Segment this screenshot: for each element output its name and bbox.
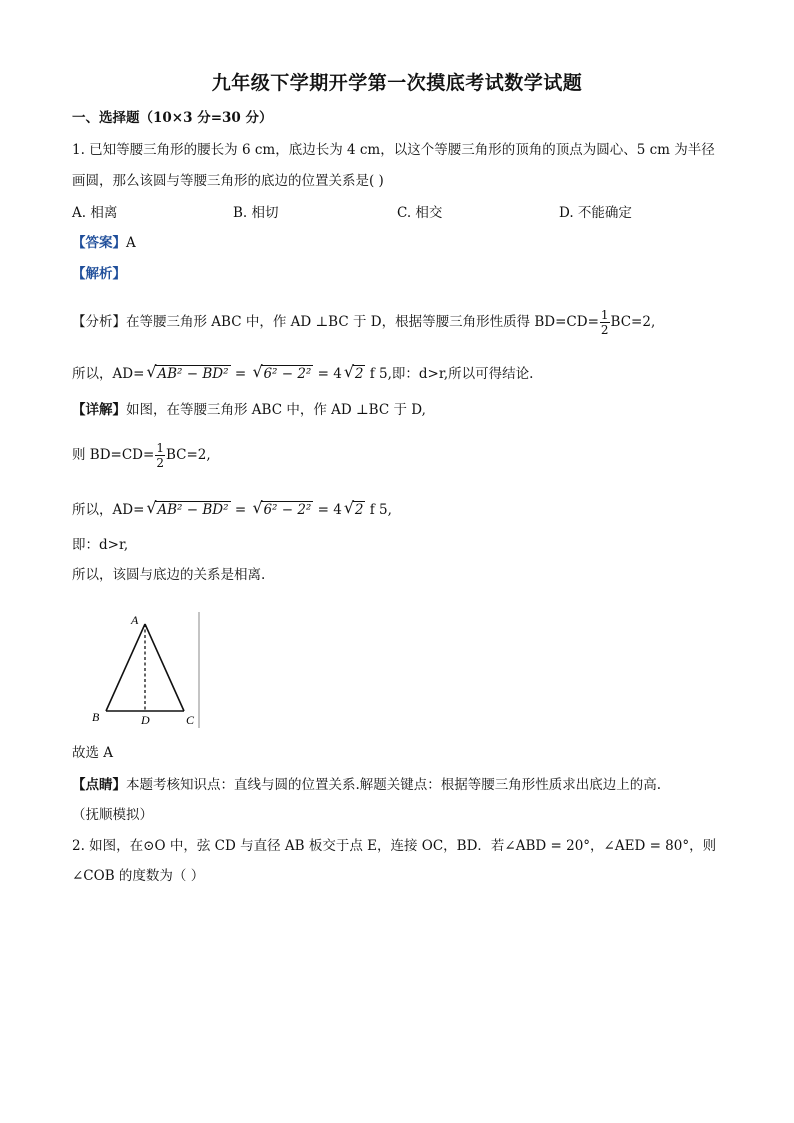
then-tail: BC=2, — [165, 447, 211, 463]
fenxi-line — [72, 305, 655, 339]
sqrt-6-2: √ 6² − 2² — [252, 362, 312, 382]
fraction-denominator: 2 — [600, 323, 609, 337]
label-d: D — [141, 713, 150, 727]
equals-four: = 4 — [317, 366, 342, 382]
so1-line — [72, 364, 533, 384]
answer-tag: 【答案】 — [72, 235, 126, 251]
sqrt-ab-bd-2: √ AB² − BD² — [146, 498, 229, 518]
triangle-figure — [88, 610, 208, 730]
detail-tag: 【详解】 — [72, 402, 126, 418]
q1-option-c: C. 相交 — [397, 205, 443, 221]
analysis-tag — [72, 264, 126, 284]
q2-line2: ∠COB 的度数为（ ） — [72, 868, 205, 884]
conclusion-line: 所以，该圆与底边的关系是相离. — [72, 567, 266, 583]
q1-line2: 画圆，那么该圆与等腰三角形的底边的位置关系是( ) — [72, 173, 384, 189]
side-ab — [106, 624, 145, 711]
so2-prefix: 所以，AD= — [72, 502, 145, 518]
fenxi-text: 在等腰三角形 ABC 中，作 AD ⊥BC 于 D，根据等腰三角形性质得 BD=CD= — [126, 314, 599, 330]
ie-line: 即：d>r, — [72, 537, 129, 553]
equals-sign-2: = — [234, 502, 247, 518]
q1-option-b: B. 相切 — [233, 205, 279, 221]
q1-line1: 1. 已知等腰三角形的腰长为 6 cm，底边长为 4 cm，以这个等腰三角形的顶角的顶点为圆心、5 cm 为半径 — [72, 142, 715, 158]
comment-line — [72, 775, 661, 795]
detail-text: 如图，在等腰三角形 ABC 中，作 AD ⊥BC 于 D, — [126, 402, 426, 418]
detail-line — [72, 400, 426, 420]
section-heading: 一、选择题（10×3 分=30 分） — [72, 110, 273, 126]
label-a: A — [131, 613, 139, 627]
answer-value: A — [126, 235, 136, 251]
so1-prefix: 所以，AD= — [72, 366, 145, 382]
so2-tail: f 5, — [365, 502, 392, 518]
comment-tag: 【点睛】 — [72, 777, 126, 793]
equals-sign: = — [234, 366, 247, 382]
label-b: B — [92, 710, 100, 724]
then-line — [72, 438, 211, 472]
fenxi-tail: BC=2, — [610, 314, 656, 330]
side-ac — [145, 624, 184, 711]
comment-text: 本题考核知识点：直线与圆的位置关系.解题关键点：根据等腰三角形性质求出底边上的高. — [126, 777, 662, 793]
fenxi-fraction — [600, 308, 610, 337]
sqrt-2-second: √ 2 — [343, 498, 364, 518]
page-title: 九年级下学期开学第一次摸底考试数学试题 — [211, 72, 583, 94]
then-fraction-denominator: 2 — [156, 456, 164, 470]
then-fraction — [155, 441, 165, 470]
sqrt-ab-bd: √ AB² − BD² — [146, 362, 229, 382]
equals-four-2: = 4 — [317, 502, 342, 518]
so2-line — [72, 500, 392, 520]
so1-tail: f 5,即：d>r,所以可得结论. — [365, 366, 534, 382]
then-fraction-numerator: 1 — [156, 441, 164, 455]
q2-line1: 2. 如图，在⊙O 中，弦 CD 与直径 AB 板交于点 E，连接 OC，BD．若∠ABD = 20°，∠AED = 80°，则 — [72, 838, 717, 854]
label-c: C — [186, 713, 195, 727]
source-line: （抚顺模拟） — [72, 807, 153, 823]
sqrt-2: √ 2 — [343, 362, 364, 382]
fraction-numerator: 1 — [600, 308, 609, 322]
q1-option-d: D. 不能确定 — [559, 205, 632, 221]
sqrt-6-2-second: √ 6² − 2² — [252, 498, 312, 518]
then-prefix: 则 BD=CD= — [72, 447, 155, 463]
analysis-label: 【解析】 — [72, 266, 126, 282]
choose-line: 故选 A — [72, 745, 114, 761]
answer-line — [72, 233, 136, 253]
q1-option-a: A. 相离 — [72, 205, 118, 221]
fenxi-tag: 【分析】 — [72, 314, 126, 330]
